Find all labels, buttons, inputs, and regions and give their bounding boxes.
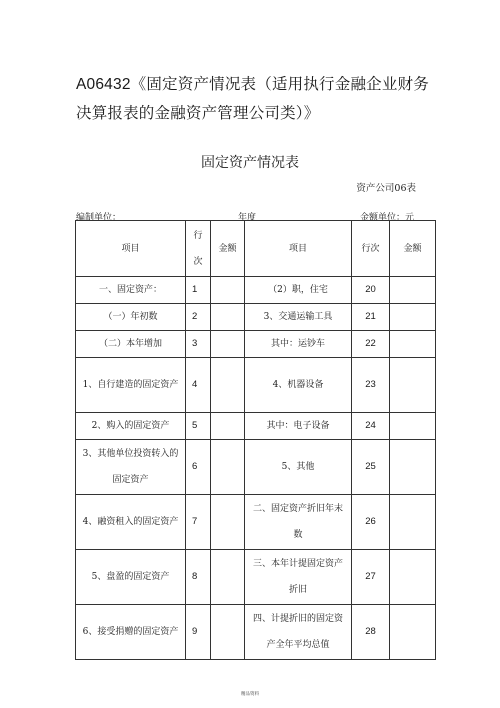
- document-code: A06432: [76, 76, 131, 93]
- left-amount: [211, 304, 245, 331]
- right-amount: [390, 358, 436, 413]
- right-item: 二、固定资产折旧年末数: [245, 495, 352, 550]
- right-row-no: 26: [352, 495, 390, 550]
- right-amount: [390, 413, 436, 440]
- left-amount: [211, 440, 245, 495]
- header-item-right: 项目: [245, 221, 352, 277]
- right-item: 其中：电子设备: [245, 413, 352, 440]
- right-row-no: 22: [352, 331, 390, 358]
- right-item: （2）职，住宅: [245, 277, 352, 304]
- table-title: 固定资产情况表: [201, 155, 299, 171]
- left-item: 2、购入的固定资产: [76, 413, 186, 440]
- left-item: 1、自行建造的固定资产: [76, 358, 186, 413]
- unit-label: 编制单位：: [76, 213, 122, 223]
- left-row-no: 2: [186, 304, 211, 331]
- right-row-no: 24: [352, 413, 390, 440]
- right-amount: [390, 550, 436, 605]
- page-footer: 精品资料: [241, 692, 259, 697]
- header-row-no-left: 行次: [186, 221, 211, 277]
- table-row: [76, 413, 436, 440]
- right-amount: [390, 331, 436, 358]
- right-amount: [390, 495, 436, 550]
- table-row: [76, 550, 436, 605]
- header-item-left: 项目: [76, 221, 186, 277]
- table-row: [76, 277, 436, 304]
- right-item: 4、机器设备: [245, 358, 352, 413]
- table-row: [76, 304, 436, 331]
- left-row-no: 6: [186, 440, 211, 495]
- right-row-no: 23: [352, 358, 390, 413]
- left-item: （二）本年增加: [76, 331, 186, 358]
- table-row: [76, 495, 436, 550]
- right-item: 四、计提折旧的固定资产全年平均总值: [245, 605, 352, 660]
- right-amount: [390, 440, 436, 495]
- left-item: 一、固定资产：: [76, 277, 186, 304]
- table-row: [76, 358, 436, 413]
- form-code: 资产公司06表: [356, 183, 416, 194]
- right-row-no: 28: [352, 605, 390, 660]
- left-row-no: 1: [186, 277, 211, 304]
- table-row: [76, 605, 436, 660]
- fixed-assets-table: [75, 220, 436, 660]
- right-item: 5、其他: [245, 440, 352, 495]
- header-amount-left: 金额: [211, 221, 245, 277]
- left-item: 4、融资租入的固定资产: [76, 495, 186, 550]
- left-amount: [211, 605, 245, 660]
- left-item: 6、接受捐赠的固定资产: [76, 605, 186, 660]
- left-row-no: 7: [186, 495, 211, 550]
- table-header-row: [76, 221, 436, 277]
- left-amount: [211, 413, 245, 440]
- left-amount: [211, 331, 245, 358]
- left-item: （一）年初数: [76, 304, 186, 331]
- right-row-no: 25: [352, 440, 390, 495]
- right-item: 其中：运钞车: [245, 331, 352, 358]
- left-amount: [211, 358, 245, 413]
- document-title-text: 《固定资产情况表（适用执行金融企业财务决算报表的金融资产管理公司类）》: [76, 75, 429, 122]
- left-amount: [211, 277, 245, 304]
- table-row: [76, 331, 436, 358]
- left-item: 3、其他单位投资转入的固定资产: [76, 440, 186, 495]
- right-row-no: 20: [352, 277, 390, 304]
- left-row-no: 5: [186, 413, 211, 440]
- left-item: 5、盘盈的固定资产: [76, 550, 186, 605]
- right-row-no: 27: [352, 550, 390, 605]
- currency-label: 金额单位：元: [360, 213, 415, 223]
- document-title: [76, 70, 436, 127]
- left-amount: [211, 550, 245, 605]
- left-row-no: 8: [186, 550, 211, 605]
- right-item: 三、本年计提固定资产折旧: [245, 550, 352, 605]
- right-item: 3、交通运输工具: [245, 304, 352, 331]
- year-label: 年度: [238, 213, 257, 223]
- right-row-no: 21: [352, 304, 390, 331]
- left-row-no: 9: [186, 605, 211, 660]
- table-row: [76, 440, 436, 495]
- right-amount: [390, 277, 436, 304]
- left-row-no: 3: [186, 331, 211, 358]
- left-row-no: 4: [186, 358, 211, 413]
- header-row-no-right: 行次: [352, 221, 390, 277]
- right-amount: [390, 304, 436, 331]
- right-amount: [390, 605, 436, 660]
- header-amount-right: 金额: [390, 221, 436, 277]
- left-amount: [211, 495, 245, 550]
